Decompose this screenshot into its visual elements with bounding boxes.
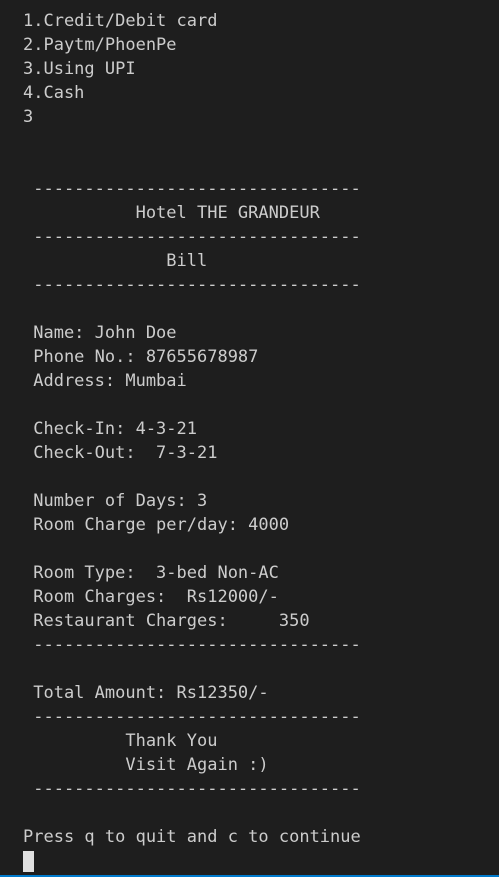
room-type: Room Type: 3-bed Non-AC xyxy=(23,563,279,583)
room-charges: Room Charges: Rs12000/- xyxy=(23,587,279,607)
divider: -------------------------------- xyxy=(23,707,361,727)
thank-you-message: Thank You xyxy=(23,731,218,751)
check-in-date: Check-In: 4-3-21 xyxy=(23,419,197,439)
payment-option-wallet: 2.Paytm/PhoenPe xyxy=(23,35,177,55)
total-amount: Total Amount: Rs12350/- xyxy=(23,683,269,703)
divider-bottom: -------------------------------- xyxy=(23,779,361,799)
visit-again-message: Visit Again :) xyxy=(23,755,269,775)
restaurant-charges: Restaurant Charges: 350 xyxy=(23,611,310,631)
continue-prompt: Press q to quit and c to continue xyxy=(23,827,361,847)
guest-phone: Phone No.: 87655678987 xyxy=(23,347,259,367)
divider: -------------------------------- xyxy=(23,635,361,655)
bill-heading: Bill xyxy=(23,251,208,271)
payment-option-card: 1.Credit/Debit card xyxy=(23,11,218,31)
divider: -------------------------------- xyxy=(23,275,361,295)
check-out-date: Check-Out: 7-3-21 xyxy=(23,443,218,463)
user-choice-input: 3 xyxy=(23,107,34,127)
text-cursor[interactable] xyxy=(23,851,34,872)
hotel-name-heading: Hotel THE GRANDEUR xyxy=(23,203,320,223)
room-charge-per-day: Room Charge per/day: 4000 xyxy=(23,515,290,535)
payment-option-upi: 3.Using UPI xyxy=(23,59,136,79)
guest-address: Address: Mumbai xyxy=(23,371,187,391)
guest-name: Name: John Doe xyxy=(23,323,177,343)
number-of-days: Number of Days: 3 xyxy=(23,491,208,511)
divider-top: -------------------------------- xyxy=(23,179,361,199)
divider: -------------------------------- xyxy=(23,227,361,247)
payment-option-cash: 4.Cash xyxy=(23,83,85,103)
